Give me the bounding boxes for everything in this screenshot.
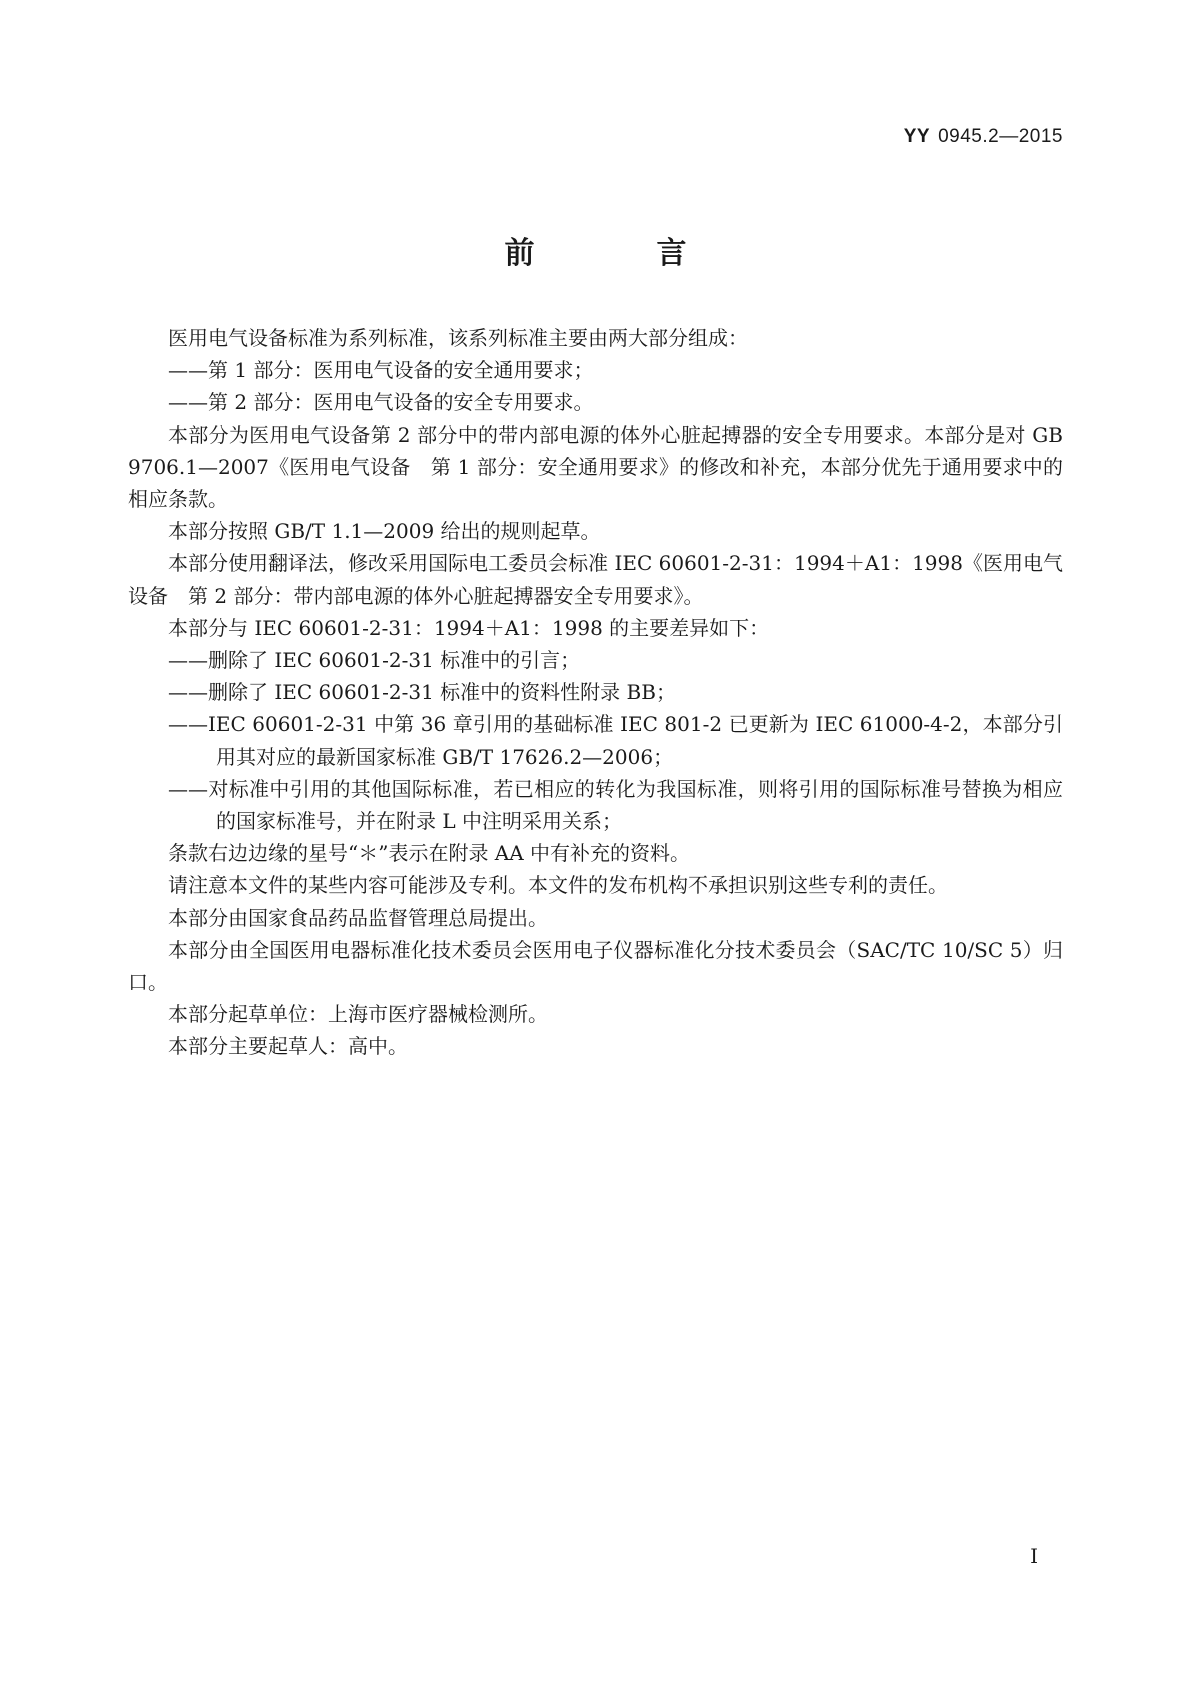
list-item: ——删除了 IEC 60601-2-31 标准中的引言； <box>168 648 581 673</box>
list-item: ——第 2 部分：医用电气设备的安全专用要求。 <box>168 390 594 415</box>
paragraph: 本部分按照 GB/T 1.1—2009 给出的规则起草。 <box>168 519 601 544</box>
list-item: ——删除了 IEC 60601-2-31 标准中的资料性附录 BB； <box>168 680 676 705</box>
paragraph: 本部分与 IEC 60601-2-31：1994＋A1：1998 的主要差异如下： <box>168 615 770 640</box>
standard-number <box>904 126 1063 148</box>
paragraph: 医用电气设备标准为系列标准，该系列标准主要由两大部分组成： <box>168 326 748 350</box>
list-item: ——第 1 部分：医用电气设备的安全通用要求； <box>168 358 594 383</box>
paragraph: 本部分主要起草人：高中。 <box>168 1034 408 1059</box>
paragraph: 请注意本文件的某些内容可能涉及专利。本文件的发布机构不承担识别这些专利的责任。 <box>168 873 948 898</box>
list-item: ——对标准中引用的其他国际标准，若已相应的转化为我国标准，则将引用的国际标准号替换为相应的国家标准号，并在附录 L 中注明采用关系； <box>168 776 1063 834</box>
standard-prefix: YY <box>903 126 931 147</box>
foreword-body <box>128 322 1063 1063</box>
standard-code: 0945.2—2015 <box>938 126 1063 147</box>
paragraph: 条款右边边缘的星号“＊”表示在附录 AA 中有补充的资料。 <box>168 841 691 866</box>
list-item: ——IEC 60601-2-31 中第 36 章引用的基础标准 IEC 801-2 已更新为 IEC 61000-4-2，本部分引用其对应的最新国家标准 GB/T 17626.2—2006； <box>168 712 1063 769</box>
page-title: 前 言 <box>504 236 733 271</box>
page-number: I <box>1030 1544 1038 1568</box>
paragraph: 本部分起草单位：上海市医疗器械检测所。 <box>168 1002 548 1027</box>
paragraph: 本部分使用翻译法，修改采用国际电工委员会标准 IEC 60601-2-31：1994＋A1：1998《医用电气设备 第 2 部分：带内部电源的体外心脏起搏器安全专用要求》。 <box>128 551 1063 608</box>
paragraph: 本部分由全国医用电器标准化技术委员会医用电子仪器标准化分技术委员会（SAC/TC 10/SC 5）归口。 <box>128 937 1063 995</box>
paragraph: 本部分为医用电气设备第 2 部分中的带内部电源的体外心脏起搏器的安全专用要求。本部分是对 GB 9706.1—2007《医用电气设备 第 1 部分：安全通用要求》的修改和补充，本部分优先于通用要求中的相应条款。 <box>128 422 1063 512</box>
paragraph: 本部分由国家食品药品监督管理总局提出。 <box>168 905 548 930</box>
